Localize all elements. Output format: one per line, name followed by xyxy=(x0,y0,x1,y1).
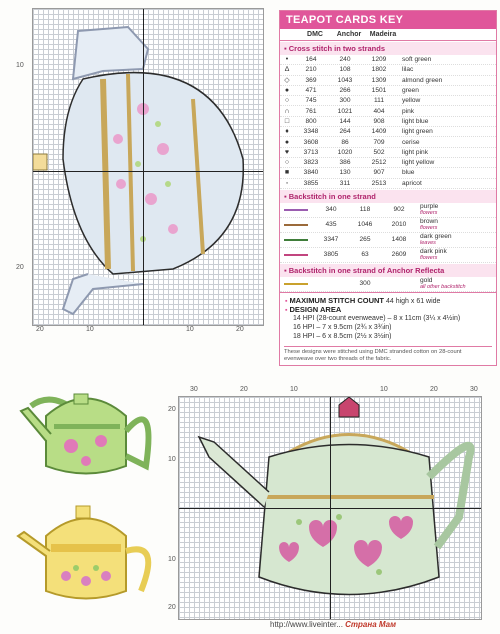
cell-color: pink xyxy=(402,107,415,115)
cell-color: cerise xyxy=(402,138,420,146)
header-anchor: Anchor xyxy=(336,31,362,38)
chart-vertical-teapot xyxy=(32,8,264,326)
cross-stitch-row xyxy=(280,55,496,65)
chart-horizontal-teapot xyxy=(178,396,482,620)
backstitch-line-swatch xyxy=(284,254,308,256)
symbol-icon: ● xyxy=(284,87,290,95)
backstitch-row xyxy=(280,233,496,248)
chart2-left-num: 20 xyxy=(168,406,176,413)
cell-color: lilac xyxy=(402,66,414,74)
cross-stitch-row xyxy=(280,86,496,96)
reflecta-row xyxy=(280,277,496,292)
chart1-bottom-num: 10 xyxy=(86,326,94,333)
backstitch-row xyxy=(280,203,496,218)
yellow-teapot-illustration xyxy=(18,506,148,599)
cell-madeira: 502 xyxy=(373,148,385,156)
design-area-label: DESIGN AREA xyxy=(289,304,342,314)
cell-anchor: 130 xyxy=(339,169,351,177)
max-stitch-value: 44 high x 61 wide xyxy=(385,297,441,305)
cell-madeira: 907 xyxy=(373,169,385,177)
symbol-icon: ■ xyxy=(284,169,290,177)
cell-color: light pink xyxy=(402,148,429,156)
cell-anchor: 63 xyxy=(361,251,369,259)
cell-anchor: 144 xyxy=(339,117,351,125)
teapot-illustrations xyxy=(6,386,156,616)
chart1-bottom-num: 20 xyxy=(36,326,44,333)
cross-stitch-row xyxy=(280,76,496,86)
cross-stitch-table xyxy=(280,55,496,189)
section-cross-stitch: ▪ Cross stitch in two strands xyxy=(280,42,496,55)
cell-dmc: 3855 xyxy=(303,179,319,187)
reflecta-anchor: 300 xyxy=(359,280,371,288)
cell-anchor: 300 xyxy=(339,97,351,105)
cell-dmc: 3805 xyxy=(323,251,339,259)
cell-dmc: 3608 xyxy=(303,138,319,146)
key-footer-note: These designs were stitched using DMC stranded cotton on 28-count evenweave over two threads of the fabric. xyxy=(284,346,492,363)
cell-madeira: 1209 xyxy=(371,56,387,64)
key-headers xyxy=(280,29,496,41)
cell-anchor: 1046 xyxy=(357,221,373,229)
cell-dmc: 340 xyxy=(325,206,337,214)
cell-color: light yellow xyxy=(402,159,435,167)
watermark-brand: Страна Мам xyxy=(345,620,397,629)
cross-stitch-row xyxy=(280,148,496,158)
cell-color: purple flowers xyxy=(420,202,439,216)
cell-dmc: 800 xyxy=(305,117,317,125)
chart2-top-num: 20 xyxy=(430,386,438,393)
cell-color: almond green xyxy=(402,76,443,84)
cell-dmc: 435 xyxy=(325,221,337,229)
symbol-icon: • xyxy=(285,56,289,64)
chart1-left-num: 10 xyxy=(16,62,24,69)
design-line: 18 HPI – 6 x 8.5cm (2½ x 3½in) xyxy=(293,332,392,340)
chart2-top-num: 30 xyxy=(470,386,478,393)
cell-madeira: 2609 xyxy=(391,251,407,259)
chart2-top-num: 10 xyxy=(290,386,298,393)
cross-stitch-row xyxy=(280,158,496,168)
key-title: TEAPOT CARDS KEY xyxy=(280,11,496,29)
cell-dmc: 745 xyxy=(305,97,317,105)
cell-dmc: 3347 xyxy=(323,236,339,244)
symbol-icon: ◦ xyxy=(285,179,289,187)
cell-dmc: 471 xyxy=(305,87,317,95)
cell-dmc: 3840 xyxy=(303,169,319,177)
backstitch-line-swatch xyxy=(284,224,308,226)
cell-color: apricot xyxy=(402,179,422,187)
cell-color: blue xyxy=(402,169,415,177)
backstitch-row xyxy=(280,248,496,263)
teapot-vertical-drawing xyxy=(33,9,263,325)
chart2-left-num: 20 xyxy=(168,604,176,611)
cell-dmc: 3713 xyxy=(303,148,319,156)
backstitch-line-swatch xyxy=(284,239,308,241)
cell-madeira: 111 xyxy=(373,97,385,105)
cell-anchor: 108 xyxy=(339,66,351,74)
chart2-left-num: 10 xyxy=(168,456,176,463)
chart1-bottom-num: 10 xyxy=(186,326,194,333)
cell-madeira: 709 xyxy=(373,138,385,146)
chart-center-horizontal xyxy=(33,171,263,172)
backstitch-line-swatch xyxy=(284,209,308,211)
cell-madeira: 1409 xyxy=(371,128,387,136)
cell-dmc: 164 xyxy=(305,56,317,64)
cell-madeira: 1501 xyxy=(371,87,387,95)
green-teapot-illustration xyxy=(21,394,149,474)
section-reflecta: ▪ Backstitch in one strand of Anchor Reflecta xyxy=(280,264,496,277)
cell-color: green xyxy=(402,87,419,95)
symbol-icon: ∩ xyxy=(284,107,290,115)
cell-madeira: 2010 xyxy=(391,221,407,229)
cell-madeira: 1309 xyxy=(371,76,387,84)
chart2-top-num: 10 xyxy=(380,386,388,393)
symbol-icon: ∆ xyxy=(284,66,290,74)
design-line: 14 HPI (28-count evenweave) – 8 x 11cm (3¼ x 4½in) xyxy=(293,314,461,322)
cell-dmc: 761 xyxy=(305,107,317,115)
cell-anchor: 386 xyxy=(339,159,351,167)
cell-madeira: 902 xyxy=(393,206,405,214)
cell-madeira: 2513 xyxy=(371,179,387,187)
cross-stitch-row xyxy=(280,168,496,178)
symbol-icon: ○ xyxy=(284,159,290,167)
cell-dmc: 369 xyxy=(305,76,317,84)
symbol-icon: ♥ xyxy=(284,148,290,156)
symbol-icon: ♦ xyxy=(285,128,289,136)
symbol-icon: ○ xyxy=(284,97,290,105)
cell-anchor: 118 xyxy=(359,206,371,214)
cell-madeira: 1802 xyxy=(371,66,387,74)
cross-stitch-row xyxy=(280,179,496,189)
header-dmc: DMC xyxy=(307,31,323,38)
cell-color: brown flowers xyxy=(420,217,438,231)
site-watermark: http://www.liveinter... Страна Мам xyxy=(270,620,397,629)
cell-anchor: 86 xyxy=(341,138,349,146)
cross-stitch-row xyxy=(280,96,496,106)
cell-dmc: 3348 xyxy=(303,128,319,136)
cross-stitch-row xyxy=(280,127,496,137)
stitch-stats: ▪ MAXIMUM STITCH COUNT 44 high x 61 wide ▪ DESIGN AREA 14 HPI (28-count evenweave) – 8 x 11cm (3¼ x 4½in) 16 HPI – 7 x 9.5cm (2¾ x 3¾in) 18 HPI – 6 x 8.5cm (2½ x 3½in) xyxy=(280,292,496,344)
symbol-icon: ● xyxy=(284,138,290,146)
cell-anchor: 265 xyxy=(359,236,371,244)
cell-anchor: 311 xyxy=(339,179,351,187)
cell-dmc: 3823 xyxy=(303,159,319,167)
cell-color: light blue xyxy=(402,117,429,125)
backstitch-table xyxy=(280,203,496,263)
cross-stitch-row xyxy=(280,106,496,116)
design-line: 16 HPI – 7 x 9.5cm (2¾ x 3¾in) xyxy=(293,323,392,331)
chart2-top-num: 20 xyxy=(240,386,248,393)
chart-center-horizontal xyxy=(179,508,481,509)
cell-madeira: 908 xyxy=(373,117,385,125)
chart1-left-num: 20 xyxy=(16,264,24,271)
chart2-left-num: 10 xyxy=(168,556,176,563)
section-backstitch: ▪ Backstitch in one strand xyxy=(280,190,496,203)
cell-anchor: 1021 xyxy=(337,107,353,115)
cross-stitch-row xyxy=(280,137,496,147)
symbol-icon: □ xyxy=(284,117,290,125)
reflecta-color: gold all other backstitch xyxy=(420,276,466,290)
symbol-icon: ◇ xyxy=(284,77,290,85)
cell-color: yellow xyxy=(402,97,421,105)
backstitch-row xyxy=(280,218,496,233)
header-madeira: Madeira xyxy=(369,31,397,38)
cell-anchor: 240 xyxy=(339,56,351,64)
cell-madeira: 1408 xyxy=(391,236,407,244)
chart1-bottom-num: 20 xyxy=(236,326,244,333)
cell-anchor: 266 xyxy=(339,87,351,95)
cell-anchor: 1020 xyxy=(337,148,353,156)
cross-stitch-row xyxy=(280,65,496,75)
cell-color: soft green xyxy=(402,56,432,64)
cell-color: dark pink flowers xyxy=(420,247,447,261)
chart-center-vertical xyxy=(143,9,144,325)
cell-color: light green xyxy=(402,128,433,136)
teapot-cards-key xyxy=(279,10,497,366)
cell-anchor: 1043 xyxy=(337,76,353,84)
cell-madeira: 2512 xyxy=(371,159,387,167)
chart2-top-num: 30 xyxy=(190,386,198,393)
reflecta-line-swatch xyxy=(284,283,308,285)
cell-madeira: 404 xyxy=(373,107,385,115)
max-stitch-label: MAXIMUM STITCH COUNT xyxy=(289,295,385,305)
cell-anchor: 264 xyxy=(339,128,351,136)
cross-stitch-row xyxy=(280,117,496,127)
cell-dmc: 210 xyxy=(305,66,317,74)
cell-color: dark green leaves xyxy=(420,232,452,246)
